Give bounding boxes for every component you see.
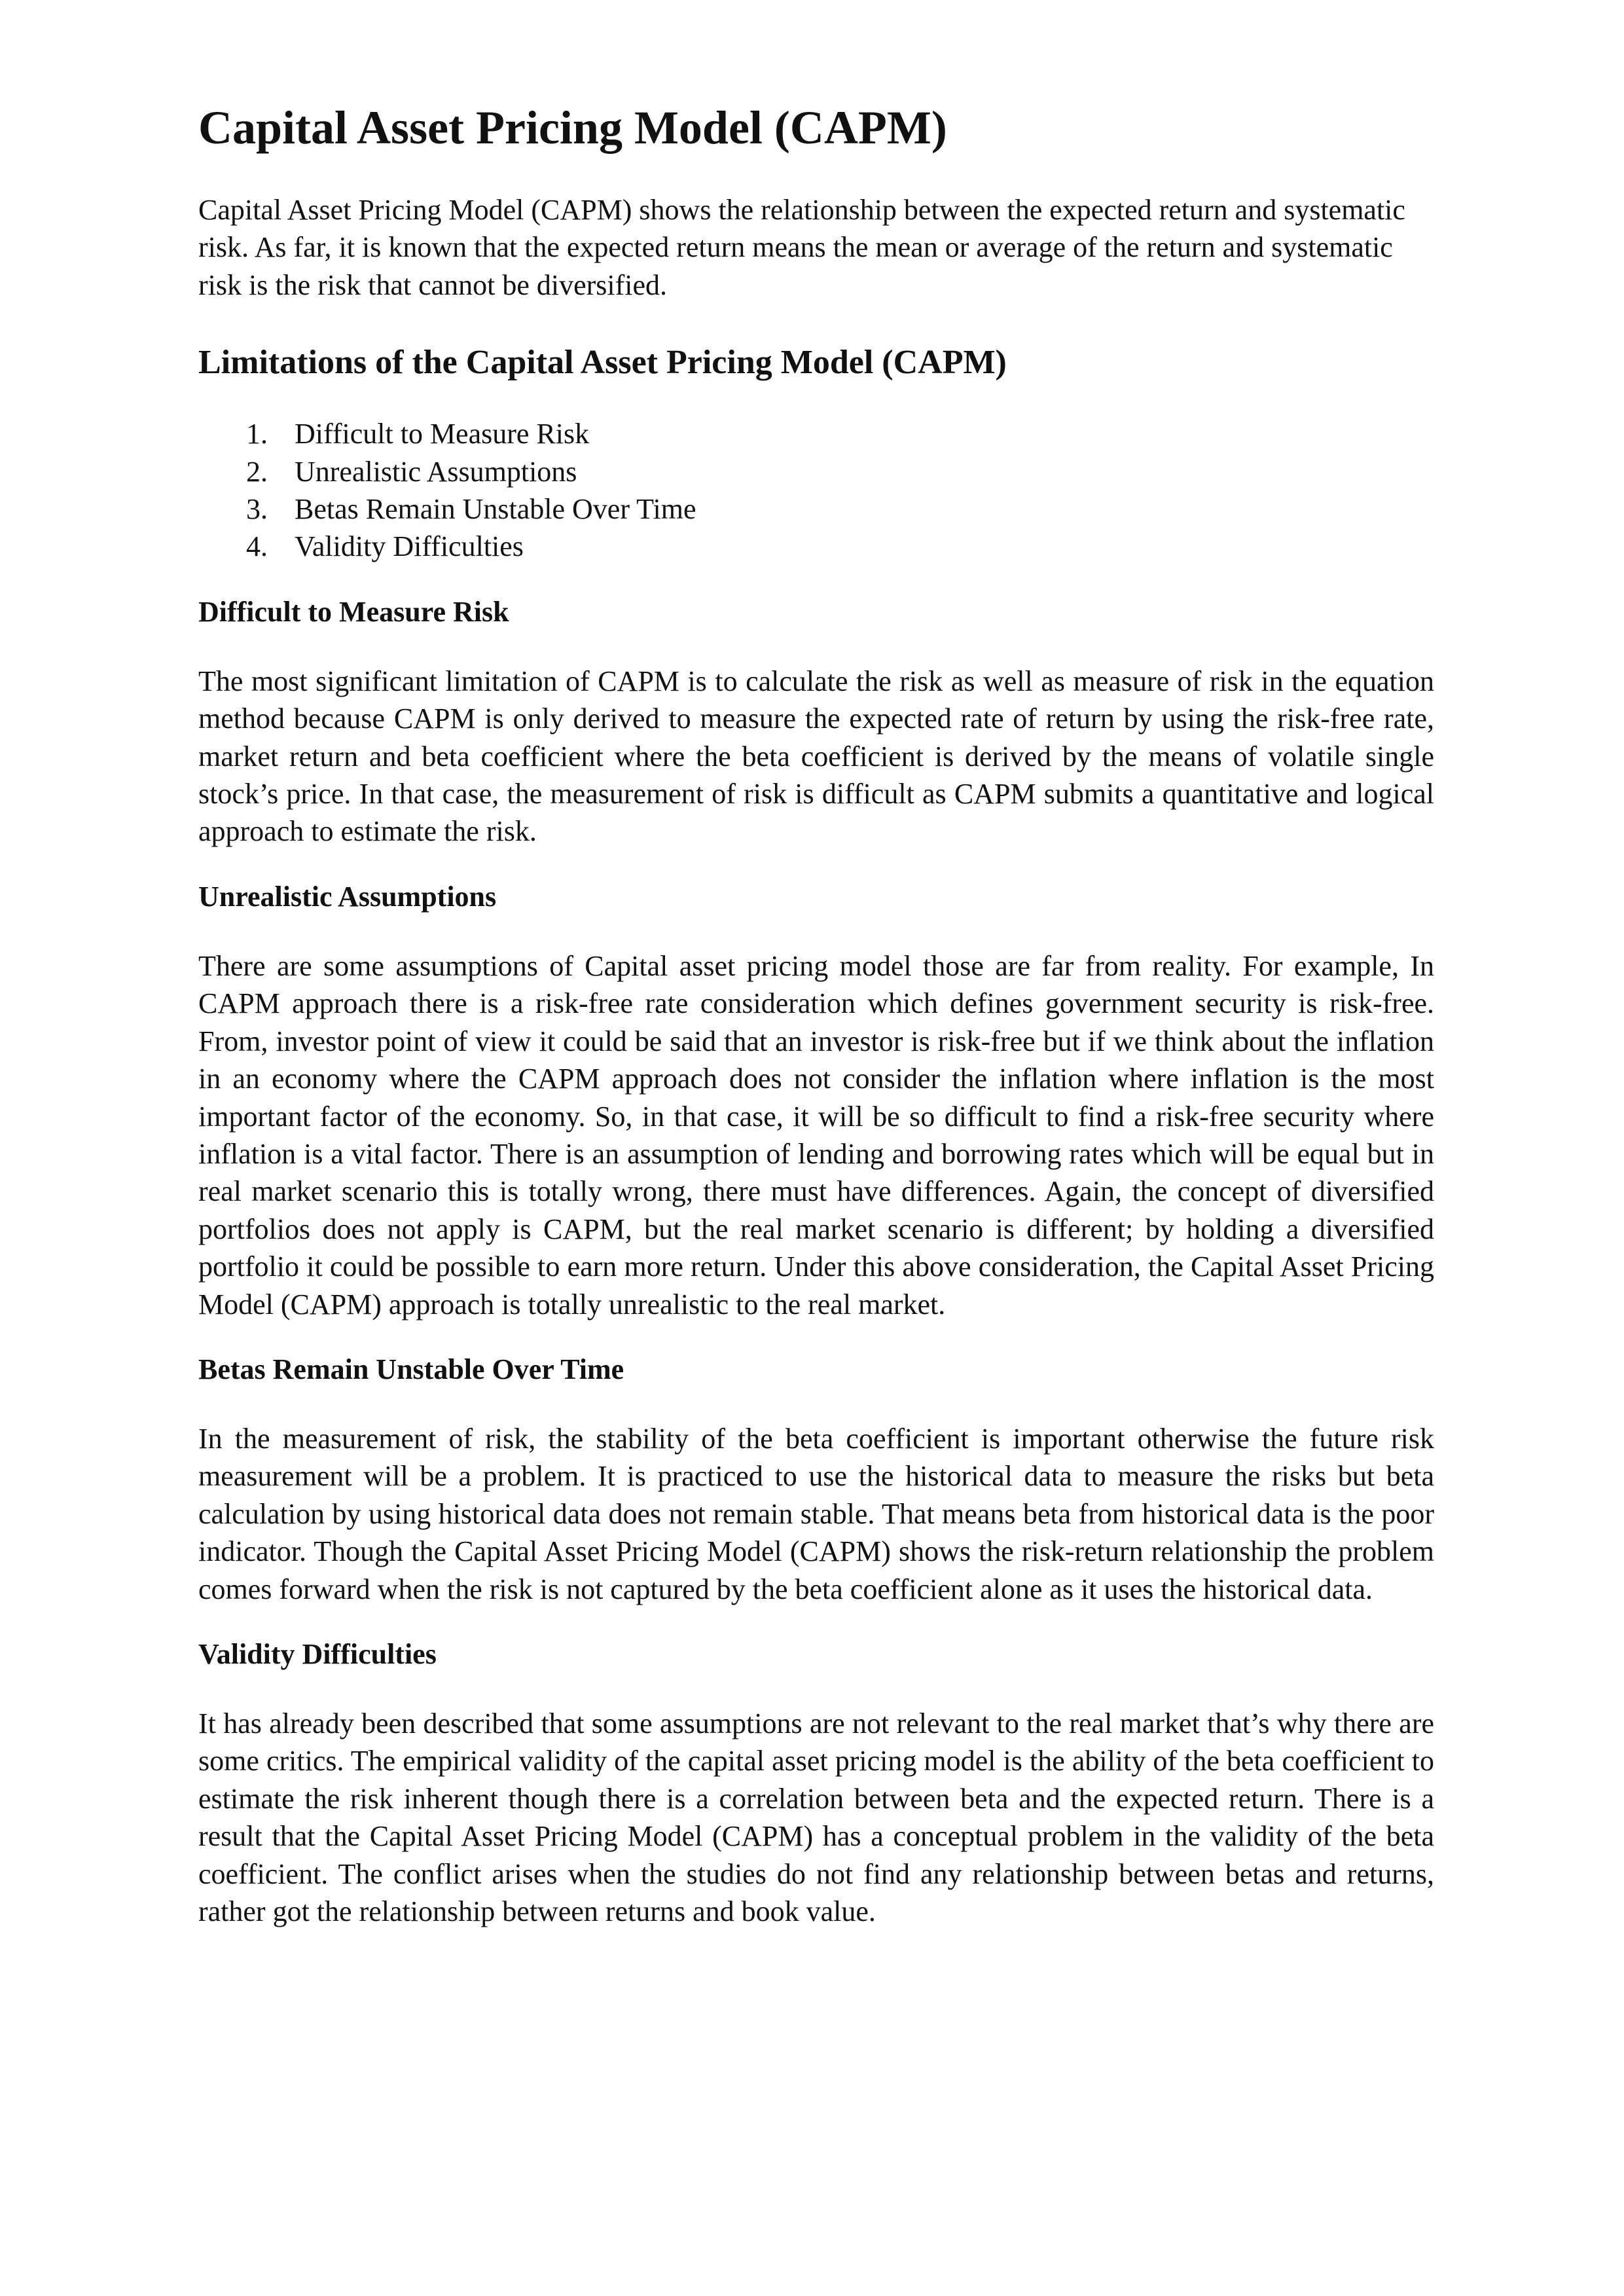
section-body-unrealistic-assumptions: There are some assumptions of Capital asset pricing model those are far from reality. For example, In CAPM approach there is a risk-free rate consideration which defines government security is risk-free. From, investor point of view it could be said that an investor is risk-free but if we think about the inflation in an economy where the CAPM approach does not consider the inflation where inflation is the most important factor of the economy. So, in that case, it will be so difficult to find a risk-free security where inflation is a vital factor. There is an assumption of lending and borrowing rates which will be equal but in real market scenario this is totally wrong, there must have differences. Again, the concept of diversified portfolios does not apply is CAPM, but the real market scenario is different; by holding a diversified portfolio it could be possible to earn more return. Under this above consideration, the Capital Asset Pricing Model (CAPM) approach is totally unrealistic to the real market. (198, 949, 1434, 1321)
list-item (198, 453, 1434, 490)
section-heading-unrealistic-assumptions: Unrealistic Assumptions (198, 880, 497, 913)
list-item (198, 528, 1434, 565)
list-item (198, 415, 1434, 452)
section-body-betas-unstable: In the measurement of risk, the stability of the beta coefficient is important otherwise the future risk measurement will be a problem. It is practiced to use the historical data to measure the risks but beta calculation by using historical data does not remain stable. That means beta from historical data is the poor indicator. Though the Capital Asset Pricing Model (CAPM) shows the risk-return relationship the problem comes forward when the risk is not captured by the beta coefficient alone as it uses the historical data. (198, 1422, 1434, 1605)
document-title: Capital Asset Pricing Model (CAPM) (198, 101, 947, 154)
limitations-heading: Limitations of the Capital Asset Pricing Model (CAPM) (198, 344, 1007, 382)
section-heading-validity-difficulties: Validity Difficulties (198, 1637, 437, 1670)
section-body-validity-difficulties: It has already been described that some assumptions are not relevant to the real market that’s why there are some critics. The empirical validity of the capital asset pricing model is the ability of the beta coefficient to estimate the risk inherent though there is a correlation between beta and the expected return. There is a result that the Capital Asset Pricing Model (CAPM) has a conceptual problem in the validity of the beta coefficient. The conflict arises when the studies do not find any relationship between betas and returns, rather got the relationship between returns and book value. (198, 1707, 1434, 1927)
list-item-number: 3. (246, 493, 268, 526)
section-heading-difficult-to-measure-risk: Difficult to Measure Risk (198, 595, 509, 628)
section-body-difficult-to-measure-risk: The most significant limitation of CAPM is to calculate the risk as well as measure of risk in the equation method because CAPM is only derived to measure the expected rate of return by using the risk-free rate, market return and beta coefficient where the beta coefficient is derived by the means of volatile single stock’s price. In that case, the measurement of risk is difficult as CAPM submits a quantitative and logical approach to estimate the risk. (198, 665, 1434, 848)
list-item-text: Validity Difficulties (295, 530, 524, 563)
document-page (198, 98, 1434, 1930)
list-item-number: 1. (246, 418, 268, 450)
list-item-text: Betas Remain Unstable Over Time (295, 493, 696, 526)
limitations-list (198, 415, 1434, 566)
list-item-number: 4. (246, 530, 268, 563)
list-item-text: Unrealistic Assumptions (295, 455, 577, 488)
intro-paragraph: Capital Asset Pricing Model (CAPM) shows the relationship between the expected return and systematic risk. As far, it is known that the expected return means the mean or average of the return and systematic risk is the risk that cannot be diversified. (198, 194, 1405, 301)
list-item-number: 2. (246, 455, 268, 488)
section-heading-betas-unstable: Betas Remain Unstable Over Time (198, 1353, 624, 1385)
list-item-text: Difficult to Measure Risk (295, 418, 590, 450)
list-item (198, 490, 1434, 528)
